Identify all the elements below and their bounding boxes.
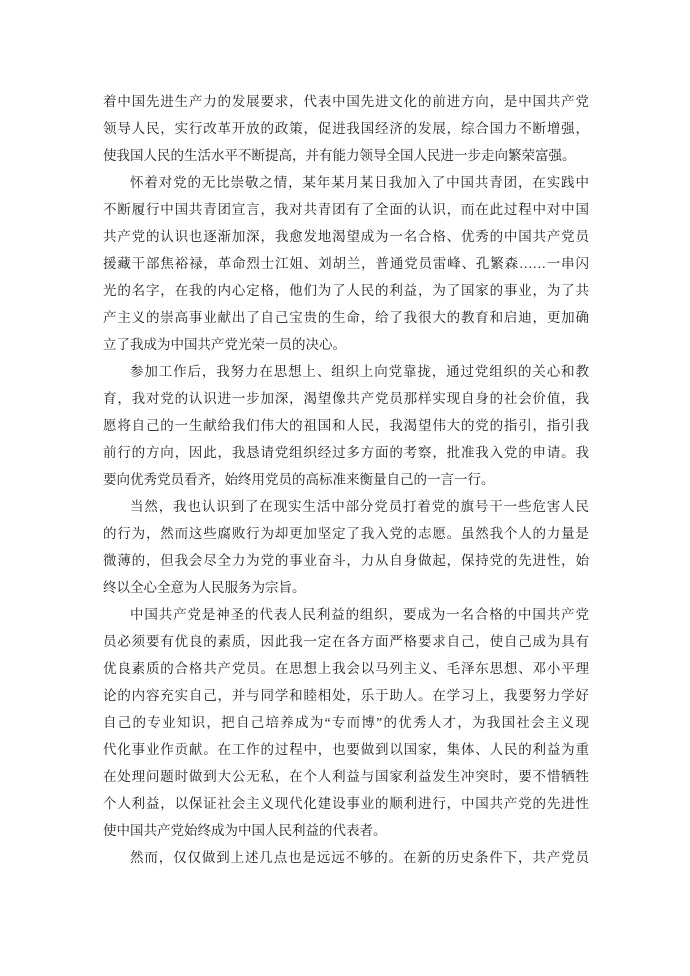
text-line: 微薄的，但我会尽全力为党的事业奋斗，力从自身做起，保持党的先进性，始 [103, 553, 589, 568]
text-line: 使我国人民的生活水平不断提高，并有能力领导全国人民进一步走向繁荣富强。 [103, 148, 576, 163]
text-line: 产主义的崇高事业献出了自己宝贵的生命，给了我很大的教育和启迪，更加确 [103, 310, 589, 325]
text-line: 前行的方向，因此，我恳请党组织经过多方面的考察，批准我入党的申请。我 [103, 445, 589, 460]
text-line: 使中国共产党始终成为中国人民利益的代表者。 [103, 823, 387, 838]
text-line: 当然，我也认识到了在现实生活中部分党员打着党的旗号干一些危害人民 [130, 499, 589, 514]
text-line: 终以全心全意为人民服务为宗旨。 [103, 580, 306, 595]
text-line: 在处理问题时做到大公无私，在个人利益与国家利益发生冲突时，要不惜牺牲 [103, 769, 589, 784]
text-line: 着中国先进生产力的发展要求，代表中国先进文化的前进方向，是中国共产党 [103, 94, 589, 109]
text-line: 立了我成为中国共产党光荣一员的决心。 [103, 337, 346, 352]
text-line: 中国共产党是神圣的代表人民利益的组织，要成为一名合格的中国共产党 [130, 607, 589, 622]
document-body [103, 88, 589, 871]
text-line: 共产党的认识也逐渐加深，我愈发地渴望成为一名合格、优秀的中国共产党员 [103, 229, 589, 244]
text-line: 援藏干部焦裕禄，革命烈士江姐、刘胡兰，普通党员雷峰、孔繁森……一串闪 [103, 256, 589, 271]
text-line: 育，我对党的认识进一步加深，渴望像共产党员那样实现自身的社会价值，我 [103, 391, 589, 406]
text-line: 优良素质的合格共产党员。在思想上我会以马列主义、毛泽东思想、邓小平理 [103, 661, 589, 676]
text-line: 个人利益，以保证社会主义现代化建设事业的顺利进行，中国共产党的先进性 [103, 796, 589, 811]
text-line: 要向优秀党员看齐，始终用党员的高标准来衡量自己的一言一行。 [103, 472, 495, 487]
text-line: 的行为，然而这些腐败行为却更加坚定了我入党的志愿。虽然我个人的力量是 [103, 526, 589, 541]
text-line: 自己的专业知识，把自己培养成为“专而博”的优秀人才，为我国社会主义现 [103, 715, 589, 730]
text-line: 光的名字，在我的内心定格，他们为了人民的利益，为了国家的事业，为了共 [103, 283, 589, 298]
text-line: 代化事业作贡献。在工作的过程中，也要做到以国家，集体、人民的利益为重 [103, 742, 589, 757]
text-line: 不断履行中国共青团宣言，我对共青团有了全面的认识，而在此过程中对中国 [103, 202, 589, 217]
text-line: 愿将自己的一生献给我们伟大的祖国和人民，我渴望伟大的党的指引，指引我 [103, 418, 589, 433]
text-line: 然而，仅仅做到上述几点也是远远不够的。在新的历史条件下，共产党员 [130, 850, 589, 865]
text-line: 怀着对党的无比崇敬之情，某年某月某日我加入了中国共青团，在实践中 [130, 175, 589, 190]
text-line: 员必须要有优良的素质，因此我一定在各方面严格要求自己，使自己成为具有 [103, 634, 589, 649]
text-line: 论的内容充实自己，并与同学和睦相处，乐于助人。在学习上，我要努力学好 [103, 688, 589, 703]
text-line: 参加工作后，我努力在思想上、组织上向党靠拢，通过党组织的关心和教 [130, 364, 589, 379]
text-line: 领导人民，实行改革开放的政策，促进我国经济的发展，综合国力不断增强， [103, 121, 589, 136]
